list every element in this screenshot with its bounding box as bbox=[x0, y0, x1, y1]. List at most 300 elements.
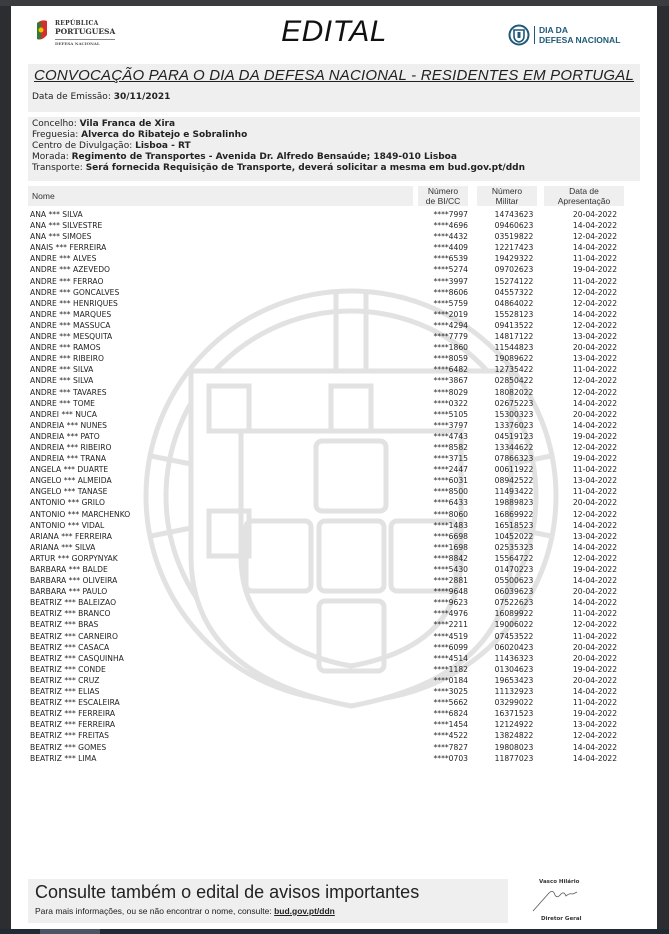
table-row bbox=[28, 364, 640, 375]
cell-militar: 09702623 bbox=[494, 265, 534, 275]
cell-nome: ARIANA *** FERREIRA bbox=[30, 531, 112, 541]
cell-bi: ****2211 bbox=[433, 620, 468, 630]
cell-data: 12-04-2022 bbox=[572, 387, 618, 397]
cell-nome: BEATRIZ *** BRANCO bbox=[30, 609, 111, 619]
viewer-bottom-bar bbox=[0, 929, 669, 934]
cell-nome: BEATRIZ *** CRUZ bbox=[30, 675, 100, 685]
table-row bbox=[28, 486, 640, 497]
table-row bbox=[28, 276, 640, 287]
cell-data: 12-04-2022 bbox=[572, 287, 618, 297]
cell-nome: BEATRIZ *** CONDE bbox=[30, 664, 106, 674]
freguesia-line bbox=[32, 130, 247, 140]
cell-militar: 07522623 bbox=[494, 598, 534, 608]
cell-militar: 06020423 bbox=[494, 642, 534, 652]
cell-militar: 03299022 bbox=[494, 698, 534, 708]
table-row bbox=[28, 209, 640, 220]
table-row bbox=[28, 742, 640, 753]
cell-bi: ****4976 bbox=[433, 609, 468, 619]
column-header-militar bbox=[477, 186, 537, 206]
cell-militar: 12217423 bbox=[494, 243, 534, 253]
cell-bi: ****0703 bbox=[433, 753, 468, 763]
cell-data: 14-04-2022 bbox=[572, 753, 618, 763]
emission-date-label: Data de Emissão: bbox=[32, 92, 111, 102]
date-header-line2: Apresentação bbox=[557, 196, 611, 206]
column-header-bi bbox=[418, 186, 468, 206]
cell-bi: ****4514 bbox=[433, 653, 468, 663]
table-row bbox=[28, 542, 640, 553]
mil-header-line1: Número bbox=[491, 186, 523, 196]
table-row bbox=[28, 520, 640, 531]
table-row bbox=[28, 719, 640, 730]
cell-nome: BARBARA *** BALDE bbox=[30, 565, 108, 574]
cell-data: 11-04-2022 bbox=[572, 487, 618, 497]
cell-bi: ****8029 bbox=[433, 387, 468, 397]
table-row bbox=[28, 597, 640, 608]
cell-data: 14-04-2022 bbox=[572, 398, 618, 408]
table-row bbox=[28, 564, 640, 575]
cell-data: 13-04-2022 bbox=[572, 332, 618, 342]
cell-nome: ANDRE *** SILVA bbox=[30, 365, 94, 375]
footer-more-info bbox=[35, 906, 335, 916]
signer-role: Diretor Geral bbox=[541, 916, 582, 922]
table-row bbox=[28, 664, 640, 675]
table-row bbox=[28, 575, 640, 586]
table-row bbox=[28, 431, 640, 442]
cell-data: 14-04-2022 bbox=[572, 309, 618, 319]
more-info-text: Para mais informações, ou se não encontrar o nome, consulte: bbox=[35, 906, 272, 916]
ddn-text bbox=[539, 26, 620, 45]
date-header-line1: Data de bbox=[569, 186, 599, 196]
cell-nome: BEATRIZ *** BALEIZAO bbox=[30, 598, 117, 608]
footer-notice bbox=[28, 879, 508, 923]
defesa-nacional-text: DEFESA NACIONAL bbox=[55, 41, 100, 46]
cell-nome: ANDREIA *** TRANA bbox=[30, 454, 107, 464]
cell-nome: ANDREIA *** PATO bbox=[30, 431, 100, 441]
cell-nome: ANDRE *** MESQUITA bbox=[30, 332, 113, 342]
cell-data: 20-04-2022 bbox=[572, 409, 618, 419]
table-row bbox=[28, 264, 640, 275]
cell-militar: 15528123 bbox=[494, 309, 534, 319]
table-row bbox=[28, 531, 640, 542]
cell-bi: ****3867 bbox=[433, 376, 468, 386]
cell-bi: ****1454 bbox=[433, 720, 468, 730]
cell-data: 12-04-2022 bbox=[572, 442, 618, 452]
morada-value: Regimento de Transportes - Avenida Dr. Alfredo Bensaúde; 1849-010 Lisboa bbox=[71, 152, 457, 162]
cell-nome: ANDRE *** SILVA bbox=[30, 376, 94, 386]
cell-nome: ANTONIO *** GRILO bbox=[30, 498, 105, 508]
table-row bbox=[28, 342, 640, 353]
cell-bi: ****3715 bbox=[433, 454, 468, 464]
cell-militar: 03519822 bbox=[494, 232, 534, 242]
cell-data: 11-04-2022 bbox=[572, 631, 618, 641]
cell-militar: 19808023 bbox=[494, 742, 534, 752]
cell-nome: ANA *** SILVESTRE bbox=[30, 221, 103, 231]
cell-nome: ANDRE *** GONCALVES bbox=[30, 287, 120, 297]
table-row bbox=[28, 730, 640, 741]
cell-data: 12-04-2022 bbox=[572, 376, 618, 386]
cell-bi: ****0184 bbox=[433, 675, 468, 685]
cell-data: 20-04-2022 bbox=[572, 343, 618, 353]
centro-label: Centro de Divulgação: bbox=[32, 141, 133, 151]
cell-nome: ANTONIO *** VIDAL bbox=[30, 520, 105, 530]
cell-militar: 19653423 bbox=[494, 675, 534, 685]
cell-militar: 11493422 bbox=[494, 487, 534, 497]
page-header bbox=[11, 6, 657, 61]
ddn-line1: DIA DA bbox=[539, 25, 568, 35]
cell-data: 20-04-2022 bbox=[572, 653, 618, 663]
ddn-line2: DEFESA NACIONAL bbox=[539, 34, 621, 45]
cell-data: 12-04-2022 bbox=[572, 731, 618, 741]
portuguesa-text: PORTUGUESA bbox=[55, 27, 116, 36]
bi-header-line1: Número bbox=[427, 186, 459, 196]
morada-label: Morada: bbox=[32, 152, 69, 162]
cell-data: 20-04-2022 bbox=[572, 587, 618, 597]
morada-line bbox=[32, 152, 457, 162]
cell-bi: ****2881 bbox=[433, 576, 468, 586]
cell-data: 14-04-2022 bbox=[572, 542, 618, 552]
cell-data: 12-04-2022 bbox=[572, 553, 618, 563]
table-row bbox=[28, 398, 640, 409]
cell-data: 19-04-2022 bbox=[572, 664, 618, 674]
cell-militar: 11544823 bbox=[494, 343, 534, 353]
cell-bi: ****1860 bbox=[433, 343, 468, 353]
cell-bi: ****8500 bbox=[433, 487, 468, 497]
table-row bbox=[28, 686, 640, 697]
table-row bbox=[28, 331, 640, 342]
cell-militar: 15564722 bbox=[494, 553, 534, 563]
cell-militar: 11877023 bbox=[494, 753, 534, 763]
cell-data: 11-04-2022 bbox=[572, 276, 618, 286]
cell-bi: ****4696 bbox=[433, 221, 468, 231]
cell-nome: ANA *** SIMOES bbox=[30, 232, 92, 242]
cell-nome: BEATRIZ *** ESCALEIRA bbox=[30, 698, 120, 708]
signature-icon bbox=[531, 885, 591, 913]
cell-militar: 00611922 bbox=[494, 465, 534, 475]
cell-militar: 16518523 bbox=[494, 520, 534, 530]
cell-bi: ****4294 bbox=[433, 320, 468, 330]
cell-data: 19-04-2022 bbox=[572, 454, 618, 464]
cell-nome: BEATRIZ *** BRAS bbox=[30, 620, 99, 630]
cell-militar: 14743623 bbox=[494, 210, 534, 219]
cell-militar: 11436323 bbox=[494, 653, 534, 663]
convocacao-title: CONVOCAÇÃO PARA O DIA DA DEFESA NACIONAL - RESIDENTES EM PORTUGAL bbox=[33, 67, 635, 84]
cell-militar: 02850422 bbox=[494, 376, 534, 386]
cell-bi: ****1698 bbox=[433, 542, 468, 552]
cell-nome: ANDRE *** AZEVEDO bbox=[30, 265, 111, 275]
cell-data: 13-04-2022 bbox=[572, 476, 618, 486]
cell-nome: ANDRE *** ALVES bbox=[30, 254, 97, 264]
table-row bbox=[28, 708, 640, 719]
cell-bi: ****8606 bbox=[433, 287, 468, 297]
cell-bi: ****8060 bbox=[433, 509, 468, 519]
table-row bbox=[28, 442, 640, 453]
cell-nome: BEATRIZ *** LIMA bbox=[30, 753, 97, 763]
cell-bi: ****4519 bbox=[433, 631, 468, 641]
table-row bbox=[28, 298, 640, 309]
cell-militar: 07866323 bbox=[494, 454, 534, 464]
scrollbar-thumb[interactable] bbox=[40, 929, 100, 934]
table-row bbox=[28, 753, 640, 764]
cell-bi: ****7997 bbox=[433, 210, 468, 219]
cell-data: 11-04-2022 bbox=[572, 465, 618, 475]
cell-bi: ****6698 bbox=[433, 531, 468, 541]
cell-bi: ****4432 bbox=[433, 232, 468, 242]
table-row bbox=[28, 387, 640, 398]
cell-militar: 16371523 bbox=[494, 709, 534, 719]
cell-data: 14-04-2022 bbox=[572, 687, 618, 697]
cell-data: 20-04-2022 bbox=[572, 498, 618, 508]
cell-militar: 14817122 bbox=[494, 332, 534, 342]
cell-nome: ANDRE *** RAMOS bbox=[30, 343, 101, 353]
cell-bi: ****2019 bbox=[433, 309, 468, 319]
cell-bi: ****5105 bbox=[433, 409, 468, 419]
cell-nome: ANDRE *** HENRIQUES bbox=[30, 298, 118, 308]
cell-bi: ****5759 bbox=[433, 298, 468, 308]
cell-data: 19-04-2022 bbox=[572, 431, 618, 441]
cell-militar: 01304623 bbox=[494, 664, 534, 674]
cell-data: 11-04-2022 bbox=[572, 365, 618, 375]
cell-data: 20-04-2022 bbox=[572, 210, 618, 219]
shield-emblem-icon bbox=[508, 24, 530, 46]
cell-nome: BEATRIZ *** FERREIRA bbox=[30, 709, 116, 719]
cell-militar: 13824822 bbox=[494, 731, 534, 741]
republica-text: REPÚBLICA bbox=[55, 20, 99, 27]
mil-header-line2: Militar bbox=[495, 196, 519, 206]
cell-militar: 07453522 bbox=[494, 631, 534, 641]
cell-data: 14-04-2022 bbox=[572, 520, 618, 530]
cell-data: 14-04-2022 bbox=[572, 598, 618, 608]
table-row bbox=[28, 287, 640, 298]
cell-nome: ANAIS *** FERREIRA bbox=[30, 243, 107, 253]
cell-nome: BARBARA *** OLIVEIRA bbox=[30, 576, 118, 586]
cell-militar: 04557322 bbox=[494, 287, 534, 297]
cell-militar: 19006022 bbox=[494, 620, 534, 630]
cell-data: 13-04-2022 bbox=[572, 720, 618, 730]
cell-data: 12-04-2022 bbox=[572, 232, 618, 242]
transporte-label: Transporte: bbox=[32, 163, 83, 173]
cell-nome: BEATRIZ *** GOMES bbox=[30, 742, 107, 752]
cell-nome: ANDREIA *** RIBEIRO bbox=[30, 442, 112, 452]
table-row bbox=[28, 653, 640, 664]
cell-bi: ****4743 bbox=[433, 431, 468, 441]
cell-data: 12-04-2022 bbox=[572, 620, 618, 630]
cell-militar: 02535323 bbox=[494, 542, 534, 552]
cell-bi: ****4409 bbox=[433, 243, 468, 253]
table-row bbox=[28, 242, 640, 253]
cell-nome: BEATRIZ *** CARNEIRO bbox=[30, 631, 118, 641]
cell-data: 11-04-2022 bbox=[572, 609, 618, 619]
table-row bbox=[28, 420, 640, 431]
cell-militar: 12124922 bbox=[494, 720, 534, 730]
cell-bi: ****6539 bbox=[433, 254, 468, 264]
table-row bbox=[28, 353, 640, 364]
transporte-line bbox=[32, 163, 525, 173]
convocados-table-body bbox=[28, 209, 640, 764]
cell-bi: ****5430 bbox=[433, 565, 468, 574]
table-row bbox=[28, 697, 640, 708]
cell-nome: ANGELA *** DUARTE bbox=[30, 465, 109, 475]
cell-data: 12-04-2022 bbox=[572, 320, 618, 330]
table-row bbox=[28, 619, 640, 630]
table-row bbox=[28, 253, 640, 264]
cell-bi: ****6482 bbox=[433, 365, 468, 375]
cell-data: 12-04-2022 bbox=[572, 298, 618, 308]
cell-bi: ****7827 bbox=[433, 742, 468, 752]
cell-data: 20-04-2022 bbox=[572, 642, 618, 652]
cell-bi: ****5274 bbox=[433, 265, 468, 275]
table-row bbox=[28, 231, 640, 242]
cell-nome: ANGELO *** TANASE bbox=[30, 487, 108, 497]
table-row bbox=[28, 309, 640, 320]
cell-nome: BARBARA *** PAULO bbox=[30, 587, 108, 597]
table-row bbox=[28, 320, 640, 331]
location-info-section bbox=[28, 117, 640, 181]
cell-nome: ANTONIO *** MARCHENKO bbox=[30, 509, 131, 519]
cell-bi: ****9648 bbox=[433, 587, 468, 597]
cell-data: 14-04-2022 bbox=[572, 243, 618, 253]
emission-date bbox=[32, 92, 170, 102]
cell-nome: ARIANA *** SILVA bbox=[30, 542, 96, 552]
cell-bi: ****9623 bbox=[433, 598, 468, 608]
cell-nome: ANDREI *** NUCA bbox=[30, 409, 97, 419]
cell-militar: 16089922 bbox=[494, 609, 534, 619]
table-row bbox=[28, 631, 640, 642]
cell-militar: 15300323 bbox=[494, 409, 534, 419]
cell-militar: 01470223 bbox=[494, 565, 534, 574]
concelho-line bbox=[32, 119, 175, 129]
centro-value: Lisboa - RT bbox=[135, 141, 191, 151]
cell-militar: 02675223 bbox=[494, 398, 534, 408]
bi-header-line2: de BI/CC bbox=[425, 196, 461, 206]
cell-nome: ANDRE *** TOME bbox=[30, 398, 95, 408]
table-row bbox=[28, 475, 640, 486]
cell-nome: ANDRE *** RIBEIRO bbox=[30, 354, 105, 364]
cell-nome: BEATRIZ *** CASACA bbox=[30, 642, 110, 652]
table-row bbox=[28, 375, 640, 386]
cell-nome: ANA *** SILVA bbox=[30, 210, 83, 219]
cell-bi: ****8059 bbox=[433, 354, 468, 364]
table-row bbox=[28, 642, 640, 653]
centro-line bbox=[32, 141, 191, 151]
cell-data: 11-04-2022 bbox=[572, 254, 618, 264]
signer-name: Vasco Hilário bbox=[539, 879, 580, 885]
cell-bi: ****1483 bbox=[433, 520, 468, 530]
bud-link[interactable]: bud.gov.pt/ddn bbox=[274, 906, 335, 916]
cell-bi: ****6099 bbox=[433, 642, 468, 652]
table-row bbox=[28, 409, 640, 420]
cell-militar: 06039623 bbox=[494, 587, 534, 597]
convocacao-section bbox=[28, 64, 640, 112]
table-row bbox=[28, 509, 640, 520]
cell-bi: ****3797 bbox=[433, 420, 468, 430]
concelho-label: Concelho: bbox=[32, 119, 77, 129]
freguesia-label: Freguesia: bbox=[32, 130, 79, 140]
cell-militar: 04864022 bbox=[494, 298, 534, 308]
cell-militar: 18082022 bbox=[494, 387, 534, 397]
cell-militar: 12735422 bbox=[494, 365, 534, 375]
cell-nome: ANDRE *** MARQUES bbox=[30, 309, 112, 319]
cell-nome: ANDRE *** MASSUCA bbox=[30, 320, 111, 330]
document-page bbox=[11, 6, 657, 930]
cell-bi: ****4522 bbox=[433, 731, 468, 741]
cell-militar: 15274122 bbox=[494, 276, 534, 286]
cell-data: 19-04-2022 bbox=[572, 265, 618, 275]
table-row bbox=[28, 608, 640, 619]
cell-nome: ANDREIA *** NUNES bbox=[30, 420, 107, 430]
cell-bi: ****6824 bbox=[433, 709, 468, 719]
cell-militar: 04519123 bbox=[494, 431, 534, 441]
table-row bbox=[28, 220, 640, 231]
cell-nome: BEATRIZ *** FERREIRA bbox=[30, 720, 116, 730]
cell-militar: 19429322 bbox=[494, 254, 534, 264]
cell-bi: ****1182 bbox=[433, 664, 468, 674]
table-row bbox=[28, 453, 640, 464]
cell-data: 14-04-2022 bbox=[572, 576, 618, 586]
cell-militar: 16869922 bbox=[494, 509, 534, 519]
cell-bi: ****0322 bbox=[433, 398, 468, 408]
transporte-value: Será fornecida Requisição de Transporte, deverá solicitar a mesma em bud.gov.pt/ddn bbox=[85, 163, 525, 173]
cell-data: 12-04-2022 bbox=[572, 509, 618, 519]
cell-nome: BEATRIZ *** FREITAS bbox=[30, 731, 109, 741]
dia-da-defesa-nacional-logo bbox=[508, 23, 638, 49]
cell-bi: ****2447 bbox=[433, 465, 468, 475]
concelho-value: Vila Franca de Xira bbox=[79, 119, 176, 129]
cell-militar: 05500623 bbox=[494, 576, 534, 586]
cell-militar: 13344622 bbox=[494, 442, 534, 452]
footer-headline: Consulte também o edital de avisos importantes bbox=[35, 882, 420, 902]
cell-nome: BEATRIZ *** CASQUINHA bbox=[30, 653, 124, 663]
cell-militar: 19089622 bbox=[494, 354, 534, 364]
cell-nome: ANGELO *** ALMEIDA bbox=[30, 476, 112, 486]
table-row bbox=[28, 497, 640, 508]
freguesia-value: Alverca do Ribatejo e Sobralinho bbox=[81, 130, 248, 140]
cell-data: 13-04-2022 bbox=[572, 354, 618, 364]
cell-bi: ****6031 bbox=[433, 476, 468, 486]
cell-bi: ****8842 bbox=[433, 553, 468, 563]
cell-nome: BEATRIZ *** ELIAS bbox=[30, 687, 100, 697]
cell-militar: 08942522 bbox=[494, 476, 534, 486]
cell-militar: 10452022 bbox=[494, 531, 534, 541]
cell-data: 14-04-2022 bbox=[572, 420, 618, 430]
cell-bi: ****8582 bbox=[433, 442, 468, 452]
cell-bi: ****6433 bbox=[433, 498, 468, 508]
cell-militar: 09460623 bbox=[494, 221, 534, 231]
cell-data: 14-04-2022 bbox=[572, 221, 618, 231]
cell-bi: ****7779 bbox=[433, 332, 468, 342]
cell-data: 14-04-2022 bbox=[572, 742, 618, 752]
page-title: EDITAL bbox=[281, 15, 387, 48]
column-header-nome: Nome bbox=[28, 186, 413, 206]
cell-militar: 13376023 bbox=[494, 420, 534, 430]
logo-separator bbox=[534, 26, 535, 44]
cell-nome: ANDRE *** FERRAO bbox=[30, 276, 104, 286]
cell-data: 19-04-2022 bbox=[572, 565, 618, 574]
cell-militar: 09413522 bbox=[494, 320, 534, 330]
cell-data: 13-04-2022 bbox=[572, 531, 618, 541]
cell-militar: 11132923 bbox=[494, 687, 534, 697]
table-row bbox=[28, 464, 640, 475]
cell-bi: ****3997 bbox=[433, 276, 468, 286]
cell-nome: ANDRE *** TAVARES bbox=[30, 387, 107, 397]
emission-date-value: 30/11/2021 bbox=[113, 92, 171, 102]
table-row bbox=[28, 675, 640, 686]
table-row bbox=[28, 586, 640, 597]
cell-data: 20-04-2022 bbox=[572, 675, 618, 685]
column-header-data bbox=[544, 186, 624, 206]
cell-nome: ARTUR *** GORPYNYAK bbox=[30, 553, 118, 563]
table-row bbox=[28, 553, 640, 564]
cell-data: 19-04-2022 bbox=[572, 709, 618, 719]
